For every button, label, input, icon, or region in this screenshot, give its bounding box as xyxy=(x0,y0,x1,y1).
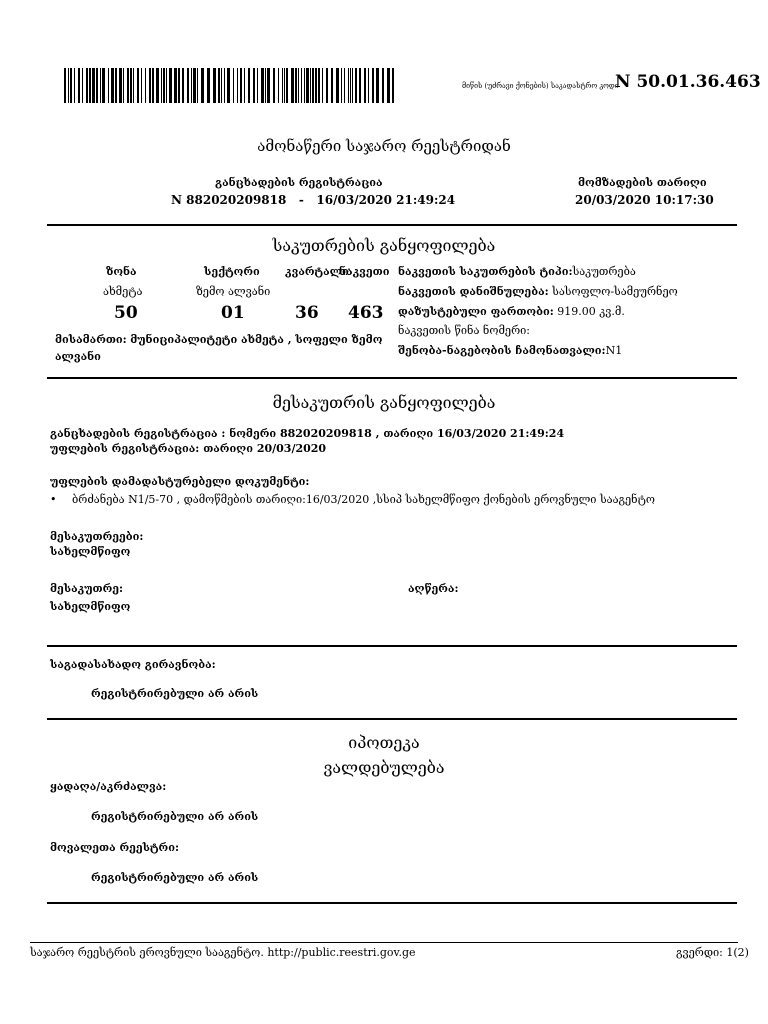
owner-label: მესაკუთრე: xyxy=(50,582,124,595)
divider xyxy=(47,902,737,904)
block-code: 36 xyxy=(295,303,319,323)
issue-date-label: მომზადების თარიღი xyxy=(578,176,707,189)
parcel-area xyxy=(398,305,625,318)
tax-lien-label: საგადასახადო გირავნობა: xyxy=(50,658,216,671)
address-label: მისამართი: xyxy=(55,333,127,346)
debtors-registry-label: მოვალეთა რეესტრი: xyxy=(50,841,180,854)
col-sector-label: სექტორი xyxy=(204,265,260,278)
area-value: 919.00 კვ.მ. xyxy=(557,305,625,318)
cadastral-code-caption: მიწის (უძრავი ქონების) საკადასტრო კოდი xyxy=(462,82,619,90)
buildings-label: შენობა-ნაგებობის ჩამონათვალი: xyxy=(398,344,606,357)
footer-rule xyxy=(30,942,738,943)
cadastral-code: N 50.01.36.463 xyxy=(615,72,761,92)
zone-name: ახმეტა xyxy=(103,285,143,298)
owner-application-number: 882020209818 xyxy=(279,427,372,440)
parcel-code: 463 xyxy=(348,303,384,323)
application-datetime: 16/03/2020 21:49:24 xyxy=(316,193,456,207)
divider xyxy=(47,718,737,720)
seizure-label: ყადაღა/აკრძალვა: xyxy=(50,780,167,793)
owner-application-datetime: 16/03/2020 21:49:24 xyxy=(436,427,565,440)
application-separator: - xyxy=(298,193,304,207)
seizure-value: რეგისტრირებული არ არის xyxy=(91,810,259,823)
zone-code: 50 xyxy=(114,303,138,323)
parcel-purpose xyxy=(398,285,678,298)
divider xyxy=(47,224,737,226)
address xyxy=(55,331,385,365)
page-number: გვერდი: 1(2) xyxy=(676,946,749,959)
right-registration-label: უფლების რეგისტრაცია: თარიღი xyxy=(50,442,253,455)
issue-date-value: 20/03/2020 10:17:30 xyxy=(575,193,714,207)
address-value-line2: ალვანი xyxy=(55,350,101,363)
owner-application-label: განცხადების რეგისტრაცია : ნომერი xyxy=(50,427,277,440)
buildings-value: N1 xyxy=(605,344,623,357)
owners-label: მესაკუთრეები: xyxy=(50,530,144,543)
divider xyxy=(47,645,737,647)
mortgage-title: იპოთეკა xyxy=(348,733,420,752)
document-title: ამონაწერი საჯარო რეესტრიდან xyxy=(257,137,511,155)
purpose-label: ნაკვეთის დანიშნულება: xyxy=(398,285,549,298)
application-line xyxy=(171,193,455,207)
col-zone-label: ზონა xyxy=(106,265,137,278)
col-block-label: კვარტალი xyxy=(285,265,349,278)
description-label: აღწერა: xyxy=(408,582,459,595)
ownership-type-label: ნაკვეთის საკუთრების ტიპი: xyxy=(398,265,573,278)
owner-section-title: მესაკუთრის განყოფილება xyxy=(272,393,496,412)
sector-code: 01 xyxy=(221,303,245,323)
tax-lien-value: რეგისტრირებული არ არის xyxy=(91,687,259,700)
area-label: დაზუსტებული ფართობი: xyxy=(398,305,554,318)
col-parcel-label: ნაკვეთი xyxy=(339,265,390,278)
application-label: განცხადების რეგისტრაცია xyxy=(215,176,383,189)
barcode-icon xyxy=(64,68,394,103)
debtors-registry-value: რეგისტრირებული არ არის xyxy=(91,871,259,884)
property-section-title: საკუთრების განყოფილება xyxy=(272,236,496,255)
obligation-title: ვალდებულება xyxy=(323,758,445,777)
divider xyxy=(47,377,737,379)
address-value: მუნიციპალიტეტი ახმეტა , სოფელი ზემო xyxy=(130,333,383,346)
ownership-type xyxy=(398,265,636,278)
documents-label: უფლების დამადასტურებელი დოკუმენტი: xyxy=(50,475,310,488)
documents-list xyxy=(50,493,655,506)
application-number: N 882020209818 xyxy=(171,193,287,207)
owners-value: სახელმწიფო xyxy=(50,545,131,558)
owner-application-line xyxy=(50,427,564,440)
purpose-value: სასოფლო-სამეურნეო xyxy=(552,285,678,298)
footer-agency: საჯარო რეესტრის ეროვნული სააგენტო. http://public.reestri.gov.ge xyxy=(30,946,416,959)
buildings-list xyxy=(398,344,622,357)
owner-application-date-label: , თარიღი xyxy=(375,427,434,440)
document-item: ბრძანება N1/5-70 , დამოწმების თარიღი:16/03/2020 ,სსიპ სახელმწიფო ქონების ეროვნული სააგენტო xyxy=(72,493,655,506)
previous-number-label: ნაკვეთის წინა ნომერი: xyxy=(398,324,530,337)
sector-name: ზემო ალვანი xyxy=(196,285,271,298)
bullet-icon: • xyxy=(50,493,57,506)
owner-value: სახელმწიფო xyxy=(50,600,131,613)
ownership-type-value: საკუთრება xyxy=(572,265,636,278)
right-registration-date: 20/03/2020 xyxy=(256,442,327,455)
right-registration-line xyxy=(50,442,326,455)
